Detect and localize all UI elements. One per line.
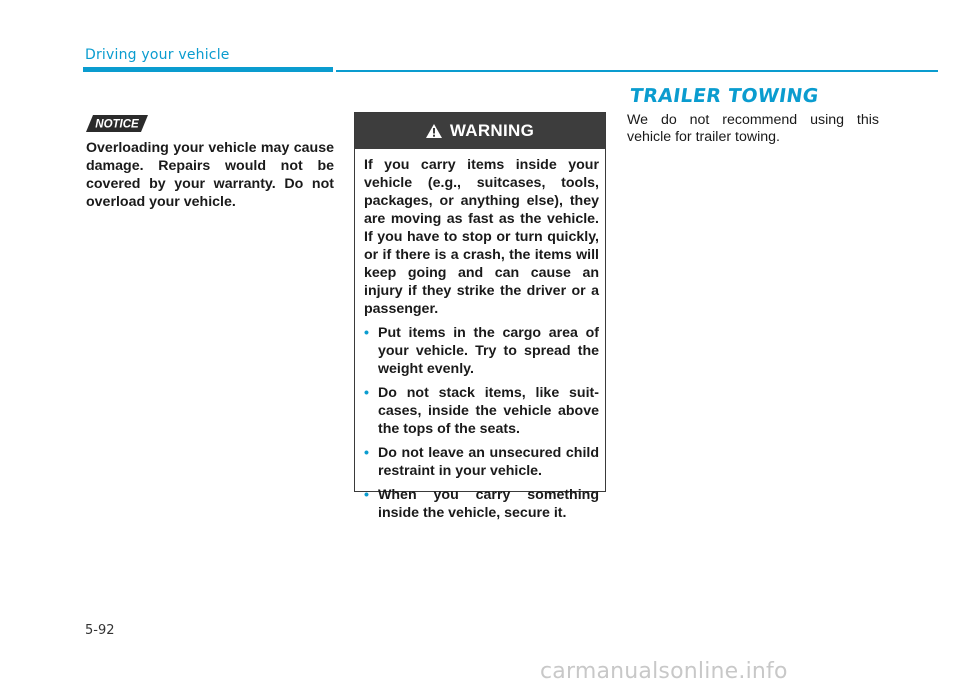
header-rule-thick bbox=[83, 67, 333, 72]
warning-box bbox=[354, 112, 606, 521]
trailer-towing-heading: TRAILER TOWING bbox=[628, 85, 821, 107]
trailer-towing-text: We do not recommend using this vehicle for trailer towing. bbox=[627, 112, 879, 145]
page-number: 5-92 bbox=[85, 623, 115, 638]
notice-text: Overloading your vehicle may cause damage. Repairs would not be covered by your warranty. Do not overload your vehicle. bbox=[86, 140, 334, 210]
notice-badge bbox=[86, 115, 148, 132]
watermark: carmanualsonline.info bbox=[540, 659, 788, 684]
warning-intro: If you carry items inside your vehicle (e.g., suitcases, tools, packages, or anything else), they are moving as fast as the vehicle. If you have to stop or turn quickly, or if there is a crash, the items will keep going and can cause an injury if they strike the driver or a passenger. bbox=[364, 157, 599, 317]
warning-bullet-item bbox=[364, 324, 599, 378]
warning-bullet-text: Do not leave an unsecured child restraint in your vehicle. bbox=[378, 445, 599, 479]
bullet-icon: • bbox=[364, 445, 369, 461]
warning-triangle-icon bbox=[426, 124, 442, 138]
warning-bullet-item bbox=[364, 384, 599, 438]
warning-title: WARNING bbox=[449, 121, 535, 140]
bullet-icon: • bbox=[364, 325, 369, 341]
warning-header bbox=[355, 113, 605, 149]
bullet-icon: • bbox=[364, 487, 369, 503]
warning-body bbox=[355, 149, 605, 522]
section-title: Driving your vehicle bbox=[85, 47, 230, 63]
warning-bullet-list bbox=[364, 324, 599, 522]
warning-bullet-text: When you carry something inside the vehicle, secure it. bbox=[378, 487, 599, 521]
warning-bullet-item bbox=[364, 444, 599, 480]
notice-badge-label: NOTICE bbox=[95, 118, 139, 131]
warning-bullet-text: Put items in the cargo area of your vehicle. Try to spread the weight evenly. bbox=[378, 325, 599, 377]
header-rule-thin bbox=[336, 70, 938, 72]
bullet-icon: • bbox=[364, 385, 369, 401]
warning-bullet-item bbox=[364, 486, 599, 522]
warning-bullet-text: Do not stack items, like suit-cases, inside the vehicle above the tops of the seats. bbox=[378, 385, 599, 437]
